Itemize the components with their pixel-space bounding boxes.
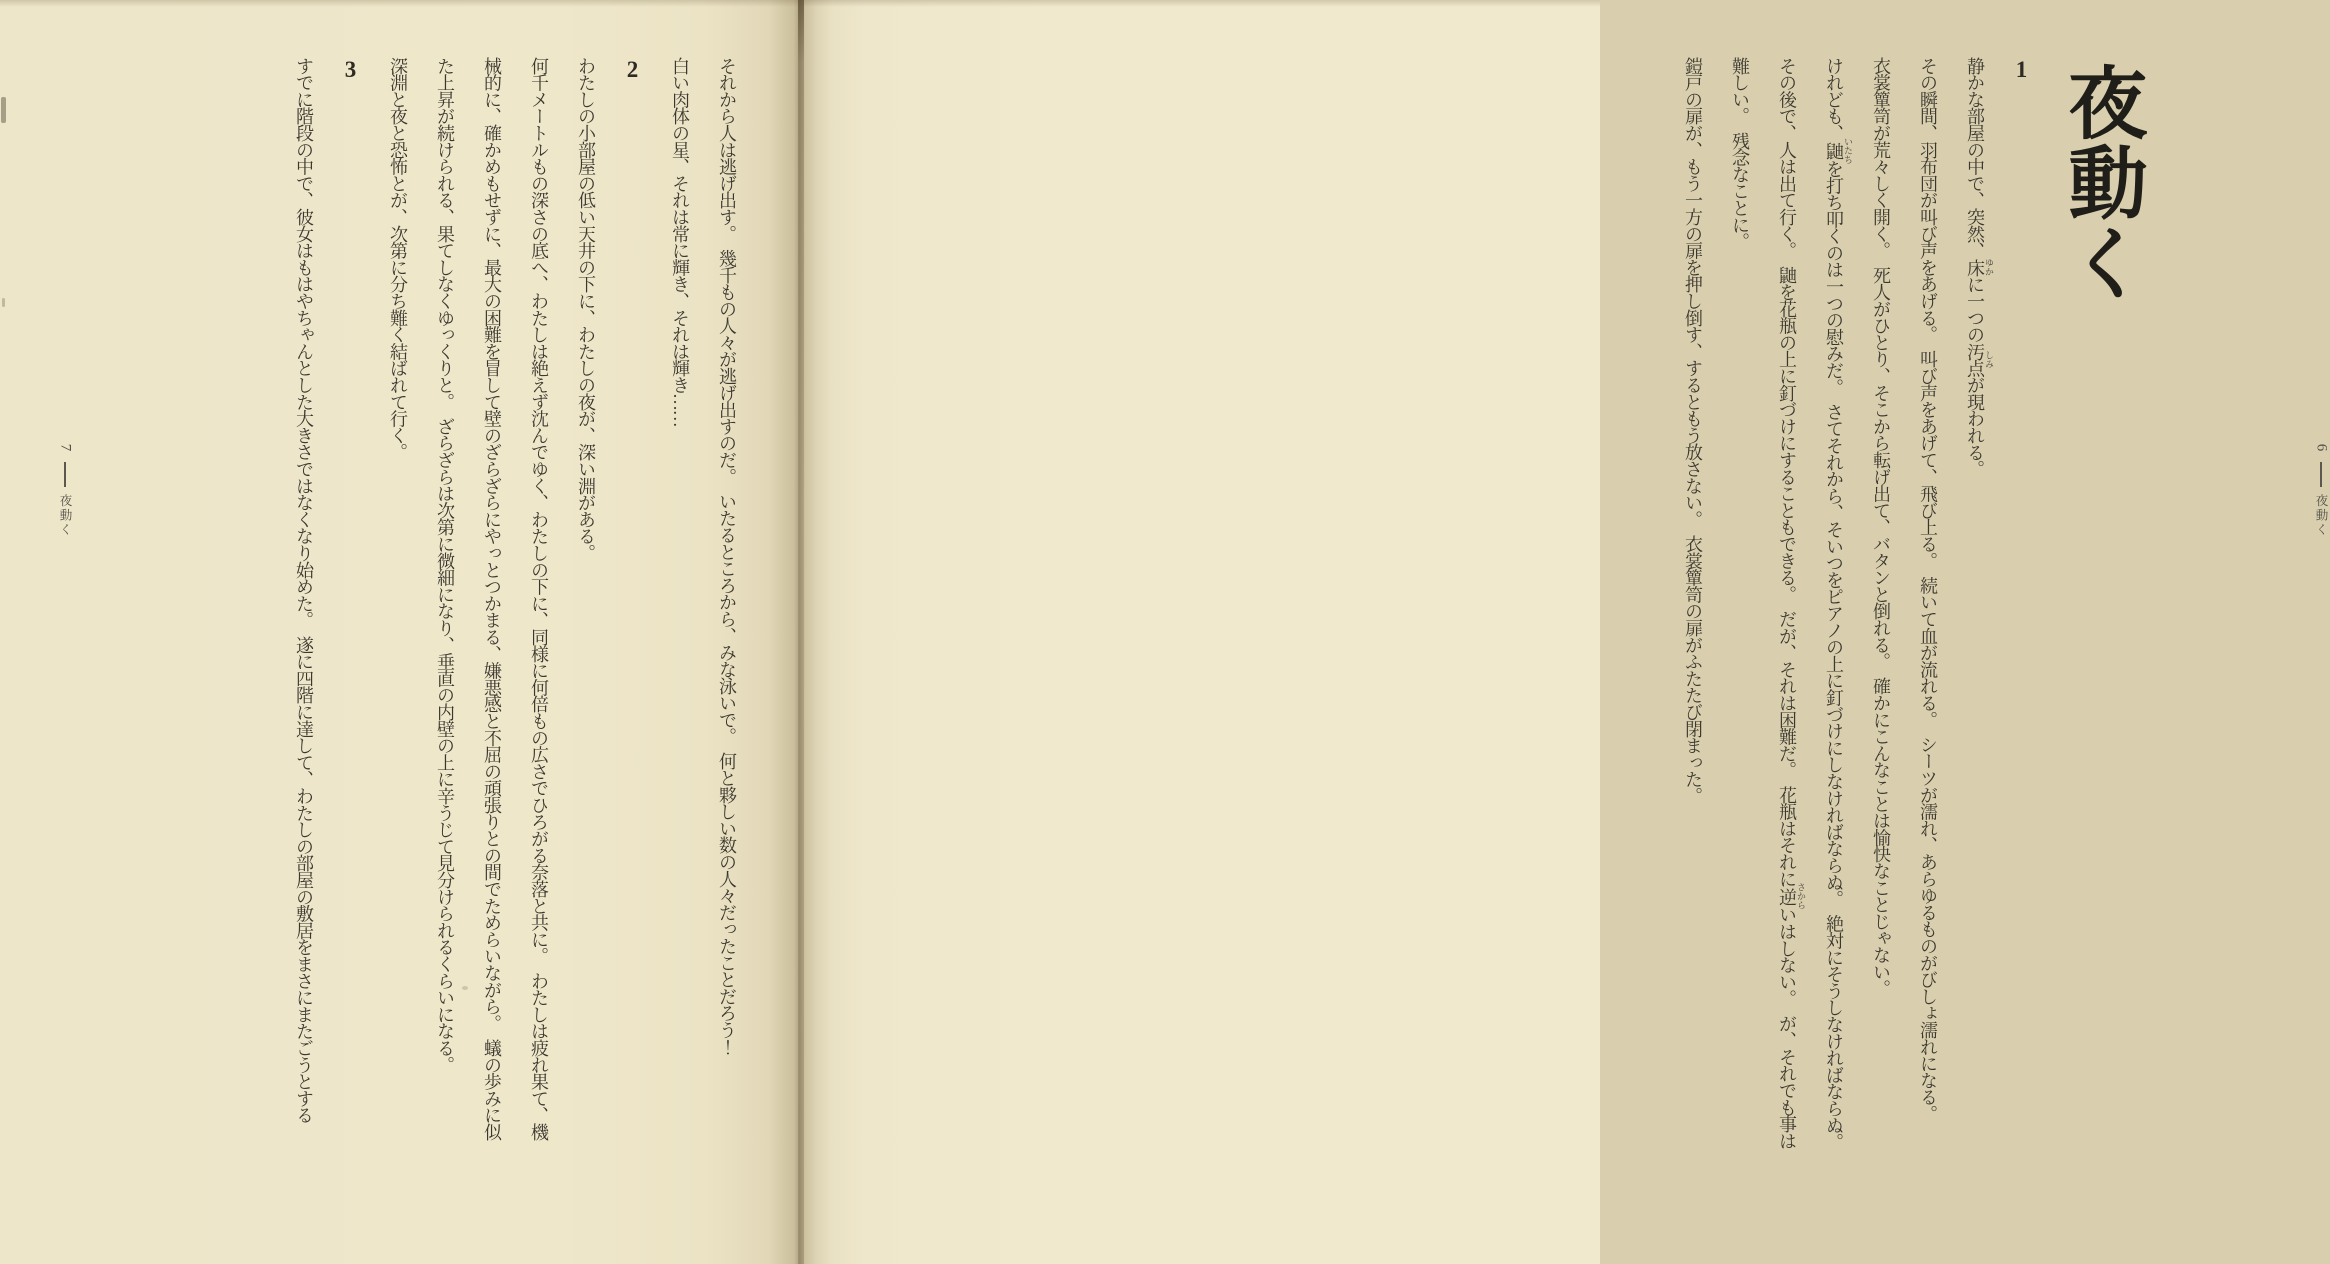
folio-page-number: 7: [57, 443, 74, 452]
folio-dash-rule: [64, 462, 66, 487]
scan-speck: [2, 298, 5, 307]
paragraph: 鎧戸の扉が、もう一方の扉を押し倒す、するともう放さない。 衣裳簞笥の扉がふたたび閉まった。: [1683, 57, 1703, 805]
folio-right: [2312, 440, 2330, 538]
section-number: 2: [620, 57, 645, 82]
page-left: [0, 0, 800, 1264]
right-page-text: [1661, 57, 2045, 1158]
page-right: [800, 0, 2330, 1264]
ruby-annotated-word: 逆 さから: [1777, 882, 1806, 910]
left-page-text: [266, 57, 750, 1154]
folio-page-number: 6: [2313, 443, 2330, 452]
paragraph: 衣裳簞笥が荒々しく開く。 死人がひとり、そこから転げ出て、バタンと倒れる。 確かにこんなことは愉快なことじゃない。: [1871, 57, 1891, 997]
folio-dash-rule: [2320, 462, 2322, 487]
paragraph: 白い肉体の星、それは常に輝き、それは輝き……: [670, 57, 690, 427]
ruby-annotated-word: 汚点 しみ: [1965, 342, 1994, 377]
paragraph: その瞬間、羽布団が叫び声をあげる。 叫び声をあげて、飛び上る。 続いて血が流れる。 シーツが濡れ、あらゆるものがびしょ濡れになる。: [1918, 57, 1938, 1122]
paragraph: けれども、鼬 いたちを打ち叩くのは一つの慰みだ。 さてそれから、そいつをピアノの上に釘づけにしなければならぬ。 絶対にそうしなければならぬ。 その後で、人は出て行く。 鼬を花瓶の上に釘づけにすることもできる。 だが、それは困難だ。 花瓶はそれに逆 さからいはしない。 が、それでも事は難しい。 残念なことに。: [1730, 57, 1853, 1158]
ruby-annotated-word: 鼬 いたち: [1824, 137, 1853, 165]
paragraph: 深淵と夜と恐怖とが、次第に分ち難く結ばれて行く。: [388, 57, 408, 461]
folio-left: [56, 440, 74, 538]
paragraph: すでに階段の中で、彼女はもはやちゃんとした大きさではなくなり始めた。 遂に四階に達して、わたしの部屋の敷居をまさにまたごうとする: [294, 57, 314, 1124]
scan-speck: [1, 97, 6, 123]
paragraph: それから人は逃げ出す。 幾千もの人々が逃げ出すのだ。 いたるところから、みな泳いで。 何と夥しい数の人々だったことだろう！: [717, 57, 737, 1055]
section-number: 3: [338, 57, 363, 82]
folio-running-title: 夜動く: [2314, 494, 2328, 538]
ruby-annotated-word: 床 ゆか: [1965, 258, 1994, 277]
paragraph: 何千メートルもの深さの底へ、わたしは絶えず沈んでゆく、わたしの下に、同様に何倍もの広さでひろがる奈落と共に。 わたしは疲れ果て、機械的に、確かめもせずに、最大の困難を冒して壁のざらざらにやっとつかまる、嫌悪感と不屈の頑張りとの間でためらいながら。 蟻の歩みに似た上昇が続けられる、果てしなくゆっくりと。 ざらざらは次第に微細になり、垂直の内壁の上に辛うじて見分けられるくらいになる。: [435, 57, 549, 1141]
paragraph: わたしの小部屋の低い天井の下に、わたしの夜が、深い淵がある。: [576, 57, 596, 562]
folio-running-title: 夜動く: [58, 494, 72, 538]
paragraph: 静かな部屋の中で、突然、床 ゆかに一つの汚点 しみが現われる。: [1965, 57, 1994, 478]
section-number: 1: [2009, 57, 2034, 82]
book-title: 夜動く: [2056, 62, 2143, 302]
